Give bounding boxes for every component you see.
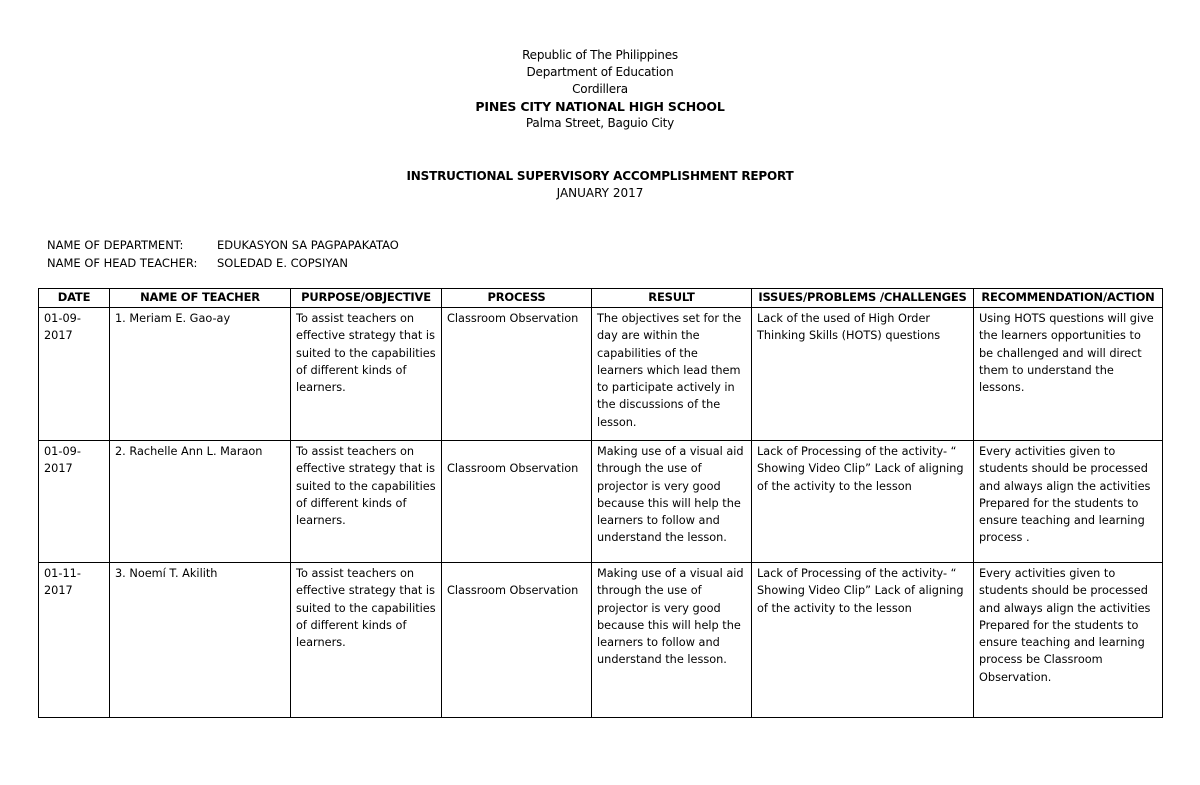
- column-header-process: PROCESS: [442, 289, 592, 308]
- recommendation-cell: Using HOTS questions will give the learners opportunities to be challenged and will direct them to understand the lessons.: [974, 308, 1163, 441]
- department-label: NAME OF DEPARTMENT:: [47, 238, 184, 252]
- column-header-teacher: NAME OF TEACHER: [110, 289, 291, 308]
- report-meta: [47, 236, 399, 272]
- column-header-date: DATE: [39, 289, 110, 308]
- result-cell: Making use of a visual aid through the use of projector is very good because this will help the learners to follow and understand the lesson.: [592, 563, 752, 718]
- recommendation-cell: Every activities given to students should be processed and always align the activities Prepared for the students to ensure teaching and learning process be Classroom Observation.: [974, 563, 1163, 718]
- report-title: INSTRUCTIONAL SUPERVISORY ACCOMPLISHMENT REPORT: [406, 169, 794, 183]
- issues-cell: Lack of Processing of the activity- “ Showing Video Clip” Lack of aligning of the activity to the lesson: [752, 441, 974, 563]
- recommendation-cell: Every activities given to students should be processed and always align the activities Prepared for the students to ensure teaching and learning process .: [974, 441, 1163, 563]
- table-row: [39, 441, 1163, 563]
- table-header-row: [39, 289, 1163, 308]
- teacher-cell: 3. Noemí T. Akilith: [110, 563, 291, 718]
- accomplishment-table: [38, 288, 1163, 718]
- department-value: EDUKASYON SA PAGPAPAKATAO: [217, 238, 399, 252]
- department-row: [47, 236, 399, 254]
- purpose-cell: To assist teachers on effective strategy that is suited to the capabilities of different kinds of learners.: [291, 308, 442, 441]
- school-name: PINES CITY NATIONAL HIGH SCHOOL: [475, 99, 725, 114]
- school-address: Palma Street, Baguio City: [525, 116, 675, 130]
- result-cell: The objectives set for the day are within the capabilities of the learners which lead them to participate actively in the discussions of the lesson.: [592, 308, 752, 441]
- report-title-block: [0, 168, 1200, 202]
- date-cell: 01-09-2017: [39, 308, 110, 441]
- region-line: Cordillera: [572, 82, 628, 96]
- purpose-cell: To assist teachers on effective strategy that is suited to the capabilities of different kinds of learners.: [291, 563, 442, 718]
- teacher-cell: 1. Meriam E. Gao-ay: [110, 308, 291, 441]
- result-cell: Making use of a visual aid through the use of projector is very good because this will help the learners to follow and understand the lesson.: [592, 441, 752, 563]
- head-teacher-row: [47, 254, 399, 272]
- column-header-result: RESULT: [592, 289, 752, 308]
- date-cell: 01-11-2017: [39, 563, 110, 718]
- column-header-issues: ISSUES/PROBLEMS /CHALLENGES: [752, 289, 974, 308]
- letterhead: [0, 47, 1200, 132]
- column-header-recommendation: RECOMMENDATION/ACTION: [974, 289, 1163, 308]
- column-header-purpose: PURPOSE/OBJECTIVE: [291, 289, 442, 308]
- purpose-cell: To assist teachers on effective strategy that is suited to the capabilities of different kinds of learners.: [291, 441, 442, 563]
- report-period: JANUARY 2017: [556, 186, 644, 200]
- issues-cell: Lack of Processing of the activity- “ Showing Video Clip” Lack of aligning of the activity to the lesson: [752, 563, 974, 718]
- process-cell: Classroom Observation: [442, 563, 592, 718]
- department-line: Department of Education: [526, 65, 674, 79]
- date-cell: 01-09-2017: [39, 441, 110, 563]
- head-teacher-label: NAME OF HEAD TEACHER:: [47, 256, 198, 270]
- issues-cell: Lack of the used of High Order Thinking Skills (HOTS) questions: [752, 308, 974, 441]
- teacher-cell: 2. Rachelle Ann L. Maraon: [110, 441, 291, 563]
- process-cell: Classroom Observation: [442, 308, 592, 441]
- country-line: Republic of The Philippines: [522, 48, 678, 62]
- table-row: [39, 563, 1163, 718]
- process-cell: Classroom Observation: [442, 441, 592, 563]
- head-teacher-value: SOLEDAD E. COPSIYAN: [217, 256, 348, 270]
- table-row: [39, 308, 1163, 441]
